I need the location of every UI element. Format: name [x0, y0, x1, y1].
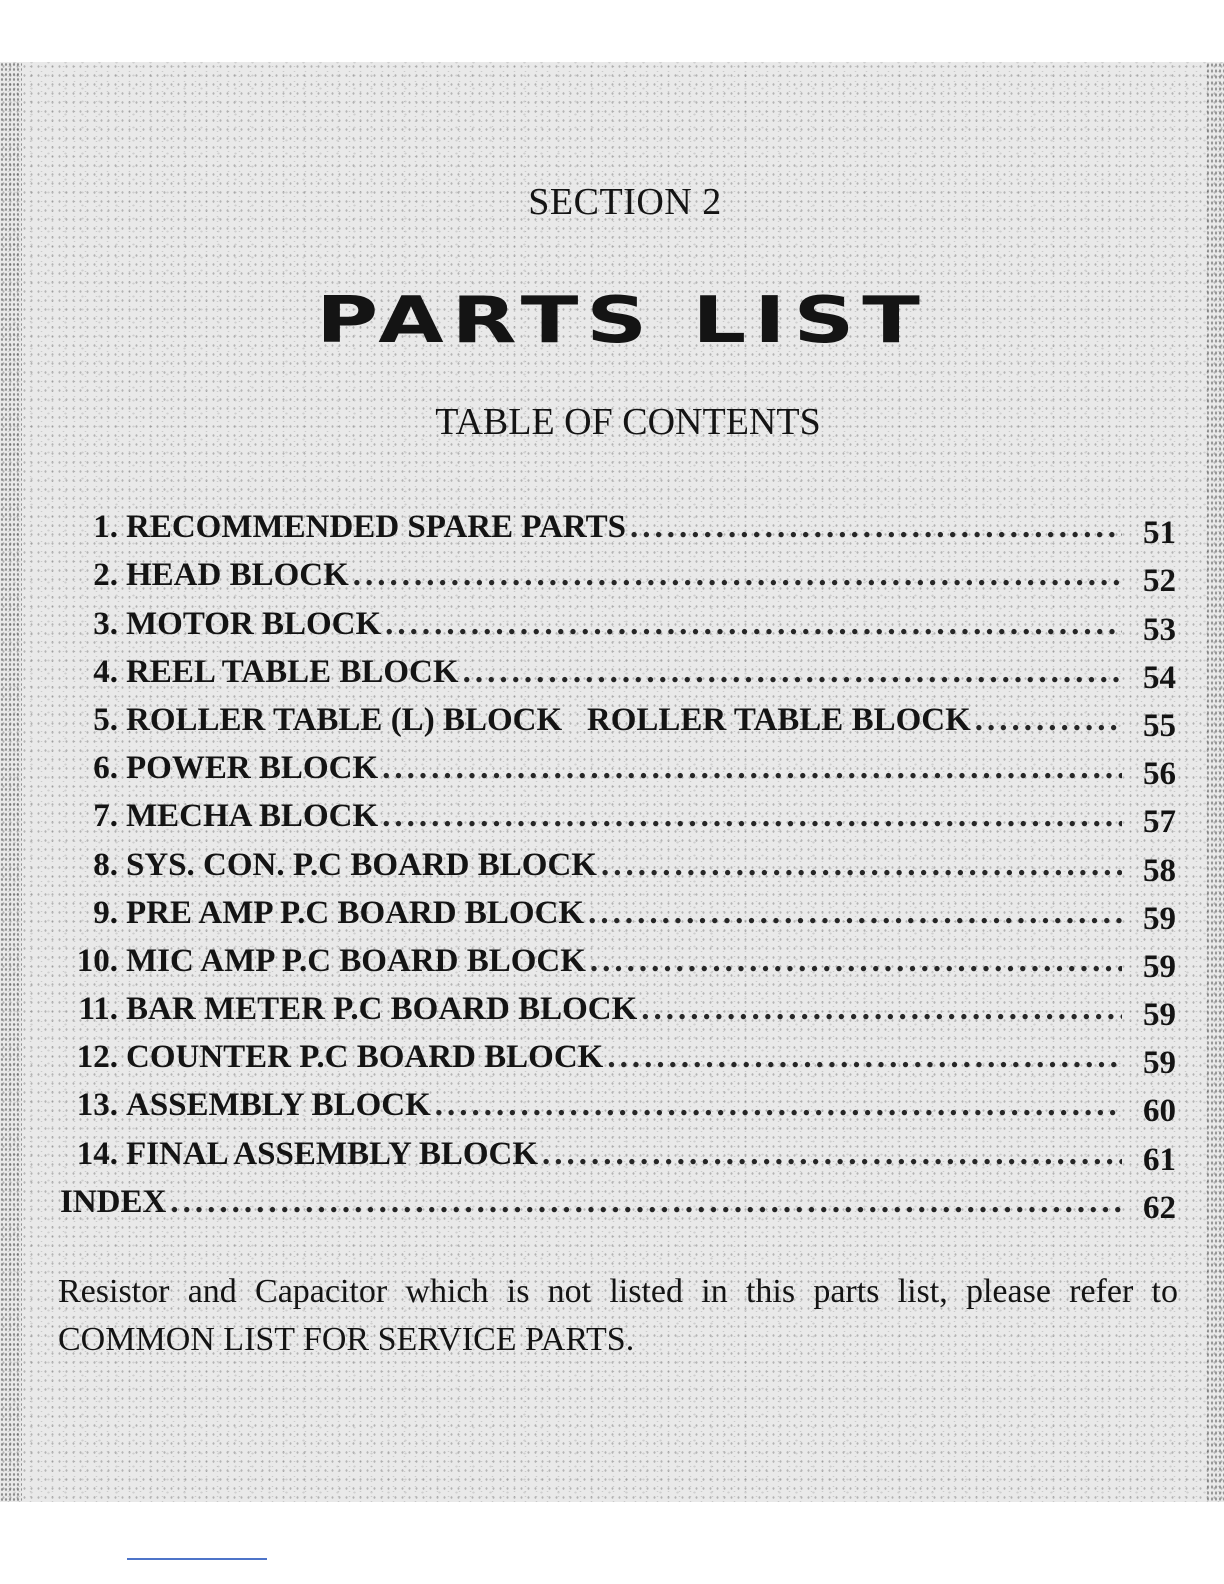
toc-entry: [60, 1076, 1176, 1130]
toc-entry-page: 62: [1143, 1189, 1176, 1226]
toc-entry: [60, 691, 1176, 744]
toc-entry-page: 55: [1143, 707, 1176, 744]
toc-entry-page: 59: [1143, 997, 1176, 1034]
footnote-word: not: [547, 1273, 592, 1310]
footnote-word: parts: [813, 1273, 880, 1310]
toc-entry-label: MOTOR BLOCK: [126, 605, 382, 642]
toc-entry: [60, 1028, 1176, 1082]
toc-entry-label: SYS. CON. P.C BOARD BLOCK: [126, 846, 597, 883]
page-title: PARTS LIST: [316, 284, 928, 358]
toc-leader-dots: [463, 654, 1122, 691]
toc-entry-number: 9.: [93, 894, 118, 931]
toc-entry-number: 1.: [93, 509, 118, 546]
toc-leader-dots: [170, 1184, 1122, 1221]
toc-entry: [60, 643, 1176, 696]
toc-leader-dots: [353, 557, 1122, 594]
toc-entry-page: 56: [1143, 756, 1176, 793]
toc-leader-dots: [435, 1087, 1122, 1124]
toc-entry-page: 59: [1143, 900, 1176, 937]
toc-entry-page: 57: [1143, 804, 1176, 841]
toc-entry-number: 4.: [93, 653, 118, 690]
toc-entry-page: 53: [1143, 611, 1176, 648]
toc-entry: [60, 498, 1176, 552]
toc-leader-dots: [641, 991, 1122, 1028]
footnote-word: Capacitor: [255, 1273, 388, 1310]
toc-entry: [60, 835, 1176, 889]
footnote-word: refer: [1069, 1273, 1134, 1310]
toc-entry: [60, 884, 1176, 937]
toc-heading: TABLE OF CONTENTS: [435, 401, 821, 443]
toc-entry-label: COUNTER P.C BOARD BLOCK: [126, 1039, 604, 1076]
footnote-word: which: [405, 1273, 489, 1310]
toc-entry-number: 5.: [93, 701, 118, 738]
footnote-word: list,: [897, 1273, 948, 1310]
toc-leader-dots: [601, 847, 1122, 884]
footnote-word: is: [506, 1273, 530, 1310]
toc-entry-label: MIC AMP P.C BOARD BLOCK: [126, 942, 586, 979]
toc-entry-label: BAR METER P.C BOARD BLOCK: [126, 991, 638, 1028]
toc-entry-page: 59: [1143, 948, 1176, 985]
toc-entry: [60, 546, 1176, 600]
toc-entry-page: 61: [1143, 1141, 1176, 1178]
toc-entry-label: REEL TABLE BLOCK: [126, 653, 459, 690]
toc-entry-number: 3.: [93, 605, 118, 642]
toc-leader-dots: [382, 798, 1122, 835]
toc-entry: [60, 1124, 1176, 1178]
footnote-line-2: COMMON LIST FOR SERVICE PARTS.: [58, 1321, 635, 1358]
toc-entry: [60, 594, 1176, 648]
toc-entry-label: MECHA BLOCK: [126, 798, 379, 835]
footnote-word: this: [745, 1273, 796, 1310]
toc-entry-page: 52: [1143, 563, 1176, 600]
toc-entry-label: ASSEMBLY BLOCK: [126, 1087, 431, 1124]
toc-leader-dots: [975, 702, 1122, 739]
toc-entry-number: 8.: [93, 846, 118, 883]
toc-leader-dots: [385, 606, 1122, 643]
toc-entry-number: 14.: [76, 1135, 118, 1172]
footnote-line-1: [58, 1268, 1178, 1316]
toc-entry-number: 10.: [76, 942, 118, 979]
footnote-word: in: [701, 1273, 728, 1310]
toc-leader-dots: [607, 1039, 1122, 1076]
toc-entry-page: 58: [1143, 852, 1176, 889]
toc-entry: [60, 1173, 1176, 1226]
toc-leader-dots: [630, 509, 1122, 546]
toc-entry-number: 6.: [93, 750, 118, 787]
toc-entry: [60, 787, 1176, 841]
section-label: SECTION 2: [528, 181, 722, 223]
toc-entry: [60, 739, 1176, 793]
toc-leader-dots: [590, 943, 1122, 980]
toc-entry: [60, 932, 1176, 985]
toc-entry-number: 13.: [76, 1087, 118, 1124]
toc-entry-number: 2.: [93, 557, 118, 594]
toc-entry-label: PRE AMP P.C BOARD BLOCK: [126, 894, 585, 931]
toc-entry-label: FINAL ASSEMBLY BLOCK: [126, 1135, 539, 1172]
footnote-word: Resistor: [58, 1273, 170, 1310]
toc-entry-number: 11.: [78, 991, 118, 1028]
toc-entry-label: RECOMMENDED SPARE PARTS: [126, 509, 626, 546]
toc-entry-page: 51: [1143, 515, 1176, 552]
toc-entry-number: 7.: [93, 798, 118, 835]
toc-leader-dots: [382, 750, 1122, 787]
footnote: [58, 1268, 1178, 1364]
toc-entry-page: 54: [1143, 659, 1176, 696]
footnote-word: listed: [609, 1273, 684, 1310]
toc-entry-page: 59: [1143, 1045, 1176, 1082]
toc-leader-dots: [542, 1136, 1122, 1173]
bottom-rule: [127, 1558, 267, 1560]
toc-entry-label: POWER BLOCK: [126, 750, 379, 787]
toc-leader-dots: [588, 895, 1122, 932]
footnote-word: please: [965, 1273, 1051, 1310]
toc-entry: [60, 980, 1176, 1034]
toc-entry-number: 12.: [76, 1039, 118, 1076]
footnote-word: and: [187, 1273, 237, 1310]
toc-entry-page: 60: [1143, 1093, 1176, 1130]
table-of-contents: [60, 498, 1176, 1226]
toc-entry-label: HEAD BLOCK: [126, 557, 349, 594]
footnote-word: to: [1151, 1273, 1178, 1310]
toc-entry-label: INDEX: [60, 1183, 167, 1220]
toc-entry-label: ROLLER TABLE (L) BLOCK ROLLER TABLE BLOCK: [126, 701, 971, 738]
